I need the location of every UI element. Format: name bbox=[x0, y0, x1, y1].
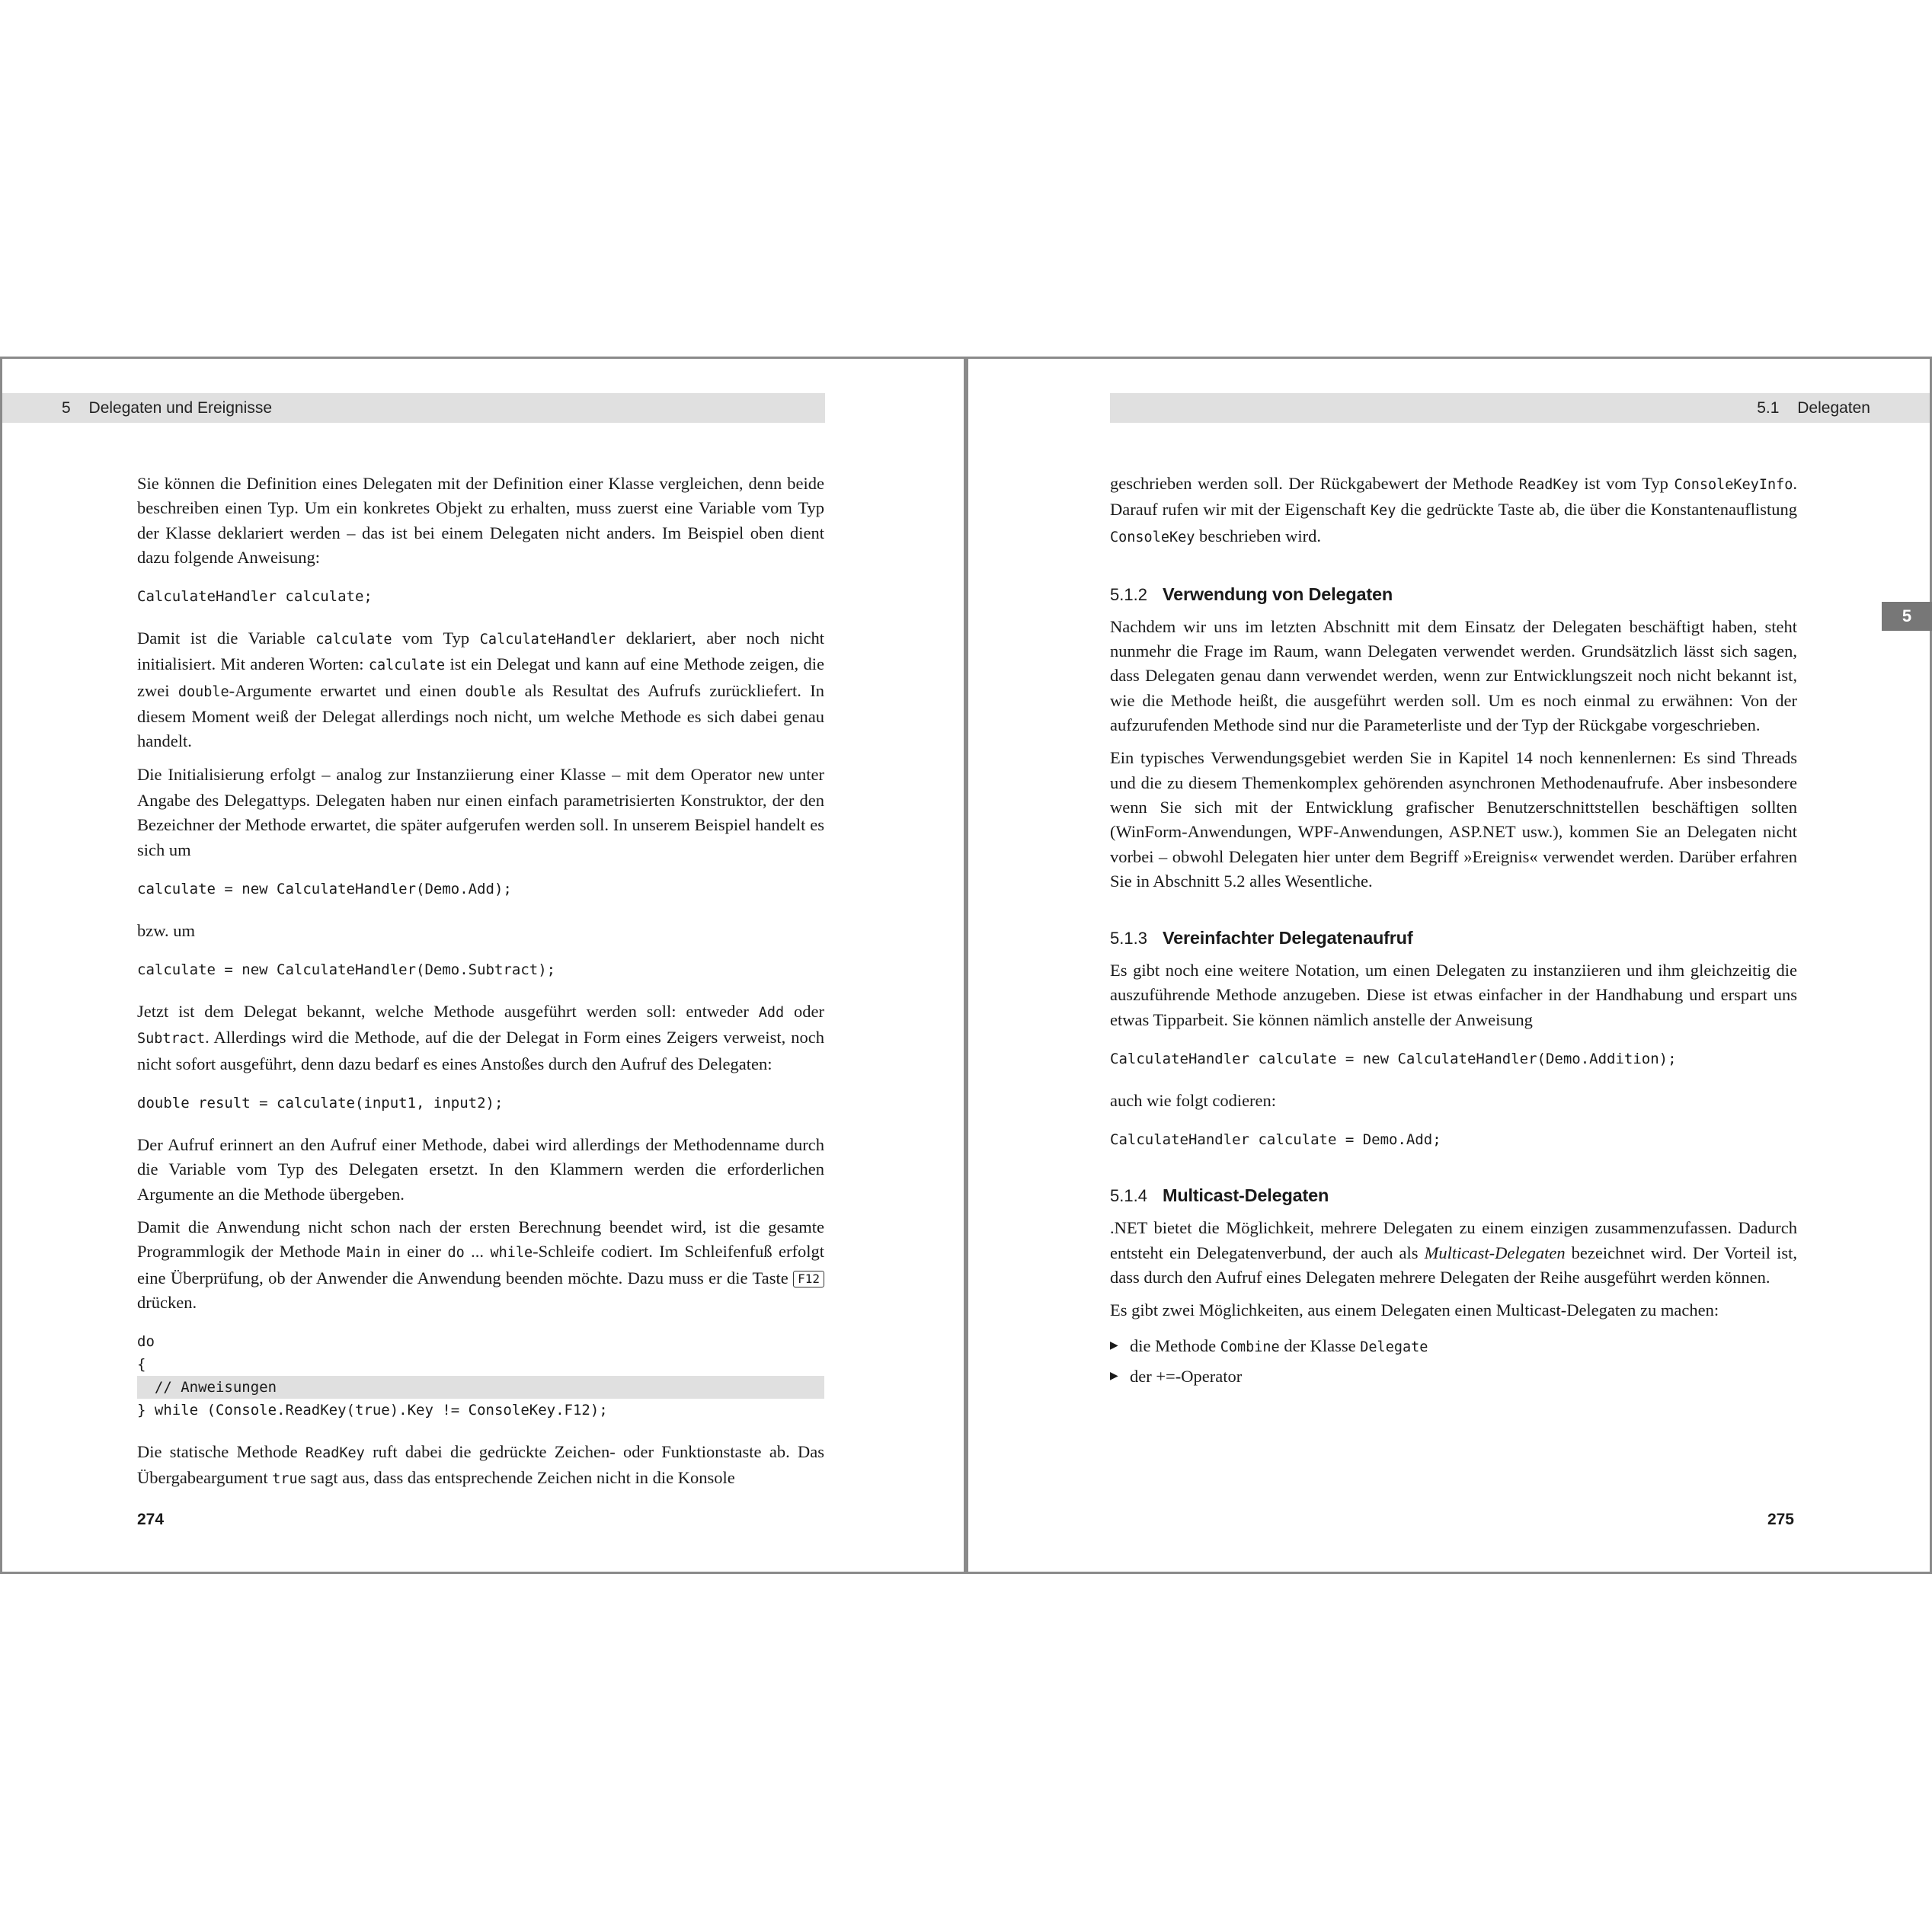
code-block: calculate = new CalculateHandler(Demo.Subtract); bbox=[137, 961, 556, 979]
subsection-title: Verwendung von Delegaten bbox=[1162, 584, 1393, 604]
section-number: 5.1 bbox=[1757, 399, 1780, 417]
paragraph: Ein typisches Verwendungsgebiet werden Sie in Kapitel 14 noch kennenlernen: Es sind Threads und die zu diesem Themenkomplex gehörenden asynchronen Methodenaufrufe. Aber insbesondere wenn Sie sich mit der Entwicklung grafischer Benutzerschnittstellen beschäftigen sollten (WinForm-Anwendungen, WPF-Anwendungen, ASP.NET usw.), kommen Sie an Delegaten nicht vorbei – obwohl Delegaten hier unter dem Begriff »Ereignis« verwendet werden. Darüber erfahren Sie in Abschnitt 5.2 alles Wesentliche. bbox=[1110, 748, 1797, 891]
inline-code: while bbox=[490, 1245, 533, 1262]
code-line: } while (Console.ReadKey(true).Key != ConsoleKey.F12); bbox=[137, 1402, 608, 1419]
paragraph: geschrieben werden soll. Der Rückgabewert der Methode ReadKey ist vom Typ ConsoleKeyInfo. Darauf rufen wir mit der Eigenschaft Key die gedrückte Taste ab, die über die Konstantenauflistung ConsoleKey beschrieben wird. bbox=[1110, 474, 1797, 545]
emphasis: Multicast-Delegaten bbox=[1424, 1243, 1566, 1262]
inline-code: Subtract bbox=[137, 1031, 206, 1048]
code-block: CalculateHandler calculate = new CalculateHandler(Demo.Addition); bbox=[1110, 1051, 1677, 1068]
list-item: ▶ der +=-Operator bbox=[1110, 1362, 1797, 1391]
code-line: do bbox=[137, 1333, 155, 1351]
chapter-number: 5 bbox=[62, 399, 71, 417]
subsection-heading bbox=[1110, 1183, 1797, 1208]
inline-code: CalculateHandler bbox=[479, 632, 616, 648]
right-page bbox=[966, 357, 1932, 1574]
keyboard-key: F12 bbox=[793, 1271, 824, 1287]
book-spread bbox=[0, 357, 1932, 1575]
chapter-thumb-tab: 5 bbox=[1882, 602, 1932, 631]
inline-code: calculate bbox=[315, 632, 392, 648]
paragraph: Jetzt ist dem Delegat bekannt, welche Methode ausgeführt werden soll: entweder Add oder Subtract. Allerdings wird die Methode, auf die der Delegat in Form eines Zeigers verweist, noch nicht sofort ausgeführt, denn dazu bedarf es eines Anstoßes durch den Aufruf des Delegaten: bbox=[137, 1002, 824, 1073]
inline-code: true bbox=[272, 1471, 306, 1488]
left-page-body bbox=[137, 472, 824, 1501]
paragraph: Damit die Anwendung nicht schon nach der ersten Berechnung beendet wird, ist die gesamte Programmlogik der Methode Main in einer do ... while-Schleife codiert. Im Schleifenfuß erfolgt eine Überprüfung, ob der Anwender die Anwendung beenden möchte. Dazu muss er die Taste F12 drücken. bbox=[137, 1217, 825, 1312]
code-line: { bbox=[137, 1356, 146, 1374]
section-title: Delegaten bbox=[1797, 399, 1870, 417]
subsection-title: Vereinfachter Delegatenaufruf bbox=[1162, 928, 1413, 948]
inline-code: Main bbox=[347, 1245, 381, 1262]
code-line-highlighted: // Anweisungen bbox=[137, 1376, 824, 1399]
subsection-number: 5.1.3 bbox=[1110, 929, 1147, 948]
subsection-heading bbox=[1110, 926, 1797, 951]
inline-code: Add bbox=[758, 1005, 785, 1022]
chapter-title: Delegaten und Ereignisse bbox=[88, 399, 273, 417]
subsection-heading bbox=[1110, 582, 1797, 607]
paragraph: auch wie folgt codieren: bbox=[1110, 1091, 1277, 1111]
code-block: calculate = new CalculateHandler(Demo.Add); bbox=[137, 880, 512, 897]
paragraph: Es gibt noch eine weitere Notation, um einen Delegaten zu instanziieren und ihm gleichzeitig die auszuführende Methode anzugeben. Diese ist etwas einfacher in der Handhabung und erspart uns etwas Tipparbeit. Sie können nämlich anstelle der Anweisung bbox=[1110, 961, 1797, 1029]
paragraph: bzw. um bbox=[137, 920, 196, 940]
paragraph: Die statische Methode ReadKey ruft dabei die gedrückte Zeichen- oder Funktionstaste ab. Das Übergabeargument true sagt aus, dass das entsprechende Zeichen nicht in die Konsole bbox=[137, 1442, 824, 1488]
page-number: 275 bbox=[1767, 1511, 1794, 1528]
inline-code: Key bbox=[1370, 503, 1396, 520]
inline-code: ReadKey bbox=[305, 1445, 365, 1462]
inline-code: ReadKey bbox=[1518, 477, 1579, 493]
list-item: ▶ die Methode Combine der Klasse Delegate bbox=[1110, 1332, 1797, 1362]
inline-code: new bbox=[757, 767, 783, 784]
inline-code: Combine bbox=[1220, 1339, 1280, 1355]
code-block-loop bbox=[137, 1330, 824, 1422]
subsection-number: 5.1.4 bbox=[1110, 1186, 1147, 1206]
paragraph: Sie können die Definition eines Delegaten mit der Definition einer Klasse vergleichen, denn beide beschreiben einen Typ. Um ein konkretes Objekt zu erhalten, muss zuerst eine Variable vom Typ der Klasse deklariert werden – das ist bei einem Delegaten nicht anders. Im Beispiel oben dient dazu folgende Anweisung: bbox=[137, 474, 824, 567]
paragraph: Damit ist die Variable calculate vom Typ CalculateHandler deklariert, aber noch nicht initialisiert. Mit anderen Worten: calculate ist ein Delegat und kann auf eine Methode zeigen, die zwei double-Argumente erwartet und einen double als Resultat des Aufrufs zurückliefert. In diesem Moment weiß der Delegat allerdings noch nicht, um welche Methode es sich dabei genau handelt. bbox=[137, 629, 825, 751]
paragraph: Nachdem wir uns im letzten Abschnitt mit dem Einsatz der Delegaten beschäftigt haben, steht nunmehr die Frage im Raum, wann Delegaten verwendet werden. Grundsätzlich lässt sich sagen, dass Delegaten genau dann verwendet werden, wenn zur Entwicklungszeit noch nicht bekannt ist, wie die Methode heißt, die ausgeführt werden soll. Um es noch einmal zu erwähnen: Von der aufzurufenden Methode sind nur die Parameterliste und der Typ der Rückgabe vorgeschrieben. bbox=[1110, 616, 1797, 735]
left-page bbox=[0, 357, 966, 1574]
right-page-body bbox=[1110, 472, 1797, 1391]
paragraph: Der Aufruf erinnert an den Aufruf einer Methode, dabei wird allerdings der Methodenname durch die Variable vom Typ des Delegaten ersetzt. In den Klammern werden die erforderlichen Argumente an die Methode übergeben. bbox=[137, 1135, 824, 1204]
paragraph: Die Initialisierung erfolgt – analog zur Instanziierung einer Klasse – mit dem Operator new unter Angabe des Delegattyps. Delegaten haben nur einen einfach parametrisierten Konstruktor, der den Bezeichner der Methode erwartet, die später aufgerufen werden soll. In unserem Beispiel handelt es sich um bbox=[137, 764, 825, 859]
inline-code: double bbox=[465, 683, 517, 700]
inline-code: calculate bbox=[368, 657, 446, 674]
paragraph: .NET bietet die Möglichkeit, mehrere Delegaten zu einem einzigen zusammenzufassen. Dadurch entsteht ein Delegatenverbund, der auch als Multicast-Delegaten bezeichnet wird. Der Vorteil ist, dass durch den Aufruf eines Delegaten mehrere Delegaten der Reihe ausgeführt werden können. bbox=[1110, 1218, 1798, 1287]
inline-code: Delegate bbox=[1360, 1339, 1428, 1355]
code-block: CalculateHandler calculate; bbox=[137, 588, 373, 606]
bullet-list bbox=[1110, 1332, 1797, 1391]
running-header bbox=[2, 393, 825, 423]
code-block: CalculateHandler calculate = Demo.Add; bbox=[1110, 1131, 1441, 1149]
paragraph: Es gibt zwei Möglichkeiten, aus einem Delegaten einen Multicast-Delegaten zu machen: bbox=[1110, 1300, 1719, 1320]
inline-code: do bbox=[447, 1245, 465, 1262]
running-header bbox=[1110, 393, 1930, 423]
inline-code: ConsoleKeyInfo bbox=[1674, 477, 1793, 493]
page-number: 274 bbox=[137, 1511, 165, 1528]
inline-code: double bbox=[178, 683, 229, 700]
code-block: double result = calculate(input1, input2); bbox=[137, 1095, 504, 1112]
inline-code: ConsoleKey bbox=[1110, 529, 1195, 545]
subsection-title: Multicast-Delegaten bbox=[1162, 1185, 1329, 1206]
subsection-number: 5.1.2 bbox=[1110, 584, 1147, 604]
